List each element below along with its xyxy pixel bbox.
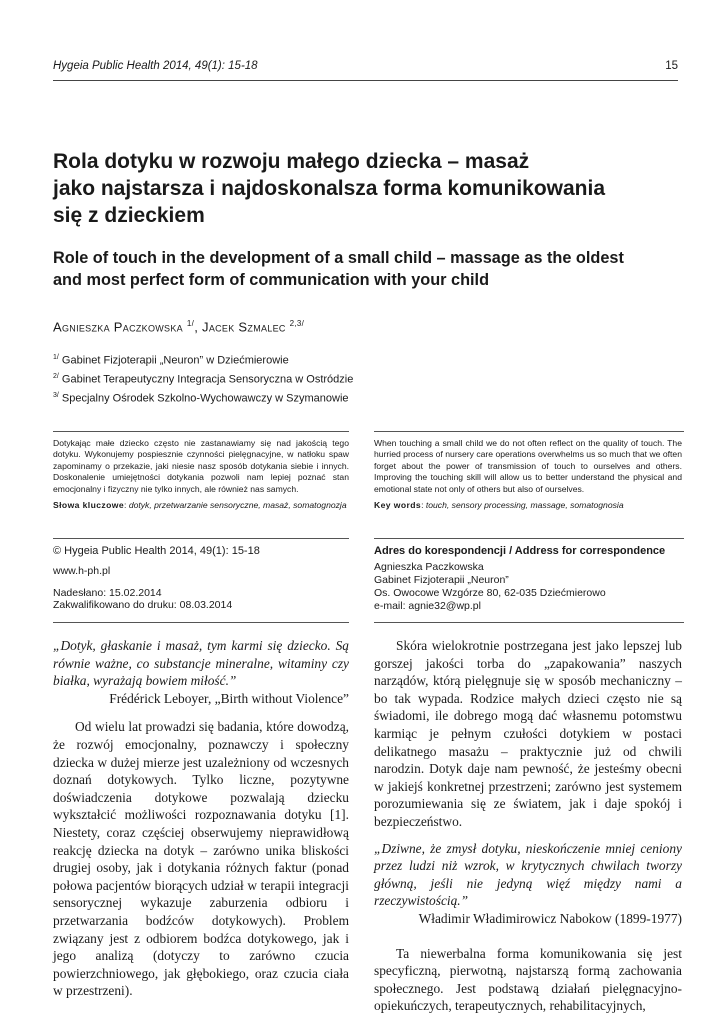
title-en-line: and most perfect form of communication with your child [53,271,490,289]
running-header-journal: Hygeia Public Health 2014, 49(1): 15-18 [53,60,258,72]
title-en-line: Role of touch in the development of a small child – massage as the oldest [53,249,624,267]
copyright-line: © Hygeia Public Health 2014, 49(1): 15-18 [53,545,260,557]
info-top-rule-right [374,538,684,539]
info-top-rule-left [53,538,349,539]
journal-website: www.h-ph.pl [53,565,111,577]
author-affil-ref: 2,3/ [289,319,305,328]
affil-ref: 2/ [53,373,59,381]
affil-ref: 3/ [53,392,59,400]
body-paragraph: Skóra wielokrotnie postrzegana jest jako lepszej lub gorszej jakości torba do „zapakowania” naszych narządów, którą pielęgnuje się w sposób mechaniczny – bo tak wypada. Rodzice małych dzieci często nie są świadomi, ile dobrego mogą dać własnemu potomstwu karmiąc je pełnym czułości dotykiem w postaci delikatnego masażu – praktycznie już od chwili narodzin. Dotyk daje nam pewność, że jesteśmy obecni w jakiejś konkretnej przestrzeni; zarówno jest systemem porozumiewania się ze światem, jak i daje spokój i bezpieczeństwo. [374,638,682,829]
keywords-pl-label: Słowa kluczowe [53,500,125,511]
epigraph-quote: „Dziwne, że zmysł dotyku, nieskończenie mniej ceniony przez ludzi niż wzrok, w krytycznych chwilach tworzy główną, jeśli nie jedyną więź między nami a rzeczywistością.” [374,840,682,909]
page-number: 15 [665,60,678,72]
author-separator: , [194,319,203,335]
correspondence-email: e-mail: agnie32@wp.pl [374,600,481,612]
abstract-en-text: When touching a small child we do not often reflect on the quality of touch. The hurried process of nursery care operations overwhelms us so much that we often forget about the power of transmission of touch to ourselves and others. Improving the touching skill will allow us to better understand the physical and emotional state not only of others but also of ourselves. [374,438,682,494]
title-pl-line: się z dzieckiem [53,204,205,227]
body-paragraph: Od wielu lat prowadzi się badania, które dowodzą, że rozwój emocjonalny, poznawczy i społeczny dziecka w dużej mierze jest uzależniony od wczesnych doznań dotykowych. Tylko liczne, pozytywne doświadczenia dotykowe pozwalają dziecku wykształcić możliwości rozpoznawania dotyku [1]. Niestety, coraz częściej obserwujemy nieprawidłową reakcję dziecka na dotyk – zarówno unika bliskości drugiej osoby, jak i dotykania różnych faktur (ponad połowa pacjentów biorących udział w terapii integracji sensorycznej wykazuje zaburzenia odbioru i przetwarzania bodźców dotykowych). Problem związany jest z odbiorem bodźca dotykowego, jak i jego analizą (dotyczy to zarówno czucia powierzchniowego, jak głębokiego, oraz czucia ciała w przestrzeni). [53,719,349,999]
author-list [53,319,304,334]
epigraph-attribution: Frédérick Leboyer, „Birth without Violence” [109,690,349,706]
correspondence-line: Agnieszka Paczkowska [374,561,484,573]
correspondence-line: Os. Owocowe Wzgórze 80, 62-035 Dziećmierowo [374,587,606,599]
submitted-date: Nadesłano: 15.02.2014 [53,587,162,599]
body-top-rule-left [53,622,349,623]
affil-ref: 1/ [53,354,59,361]
abstract-top-rule-right [374,431,684,432]
affiliation-item [53,388,353,407]
author-name: Agnieszka Paczkowska [53,319,183,335]
affiliation-item [53,369,353,388]
keywords-en-values: touch, sensory processing, massage, somatognosia [425,500,624,511]
body-top-rule-right [374,622,684,623]
header-divider [53,80,678,81]
body-column-left [53,637,349,1000]
affil-text: Gabinet Terapeutyczny Integracja Sensoryczna w Ostródzie [61,373,354,386]
title-polish [53,148,693,229]
correspondence-heading: Adres do korespondencji / Address for correspondence [374,545,666,557]
abstract-polish [53,438,349,511]
keywords-en-label: Key words [374,500,422,511]
affil-text: Gabinet Fizjoterapii „Neuron” w Dziećmierowie [61,354,289,367]
abstract-pl-text: Dotykając małe dziecko często nie zastanawiamy się nad jakością tego dotyku. Wykonujemy pospiesznie czynności pielęgnacyjne, w natłoku spaw zapominamy o przekazie, jaki niesie nasz sposób dotykania siebie i innych. Doskonalenie umiejętności dotykania pozwoli nam lepiej poznać stan emocjonalny i fizyczny nie tylko innych, ale również nas samych. [53,438,349,494]
epigraph-quote: „Dotyk, głaskanie i masaż, tym karmi się dziecko. Są równie ważne, co substancje mineralne, witaminy czy białka, wyrażają bowiem miłość.” [53,638,349,689]
accepted-date: Zakwalifikowano do druku: 08.03.2014 [53,599,233,611]
affil-text: Specjalny Ośrodek Szkolno-Wychowawczy w Szymanowie [61,392,349,405]
body-column-right [374,637,682,1015]
article-info [53,545,353,611]
affiliation-item [53,350,353,369]
body-paragraph: Ta niewerbalna forma komunikowania się jest specyficzną, pierwotną, najstarszą formą zachowania społecznego. Jest podstawą działań pielęgnacyjno-opiekuńczych, terapeutycznych, rehabilitacyjnych, [374,945,682,1014]
correspondence-line: Gabinet Fizjoterapii „Neuron” [374,574,509,586]
title-pl-line: Rola dotyku w rozwoju małego dziecka – masaż [53,150,530,173]
keywords-en: Key words: touch, sensory processing, massage, somatognosia [374,500,624,511]
keywords-pl: Słowa kluczowe: dotyk, przetwarzanie sensoryczne, masaż, somatognozja [53,500,347,511]
affiliations [53,350,353,407]
author-name: Jacek Szmalec [202,319,286,335]
correspondence-block [374,545,684,613]
title-english [53,247,693,291]
abstract-top-rule-left [53,431,349,432]
author-affil-ref: 1/ [186,319,195,328]
title-pl-line: jako najstarsza i najdoskonalsza forma komunikowania [53,177,606,200]
keywords-pl-values: dotyk, przetwarzanie sensoryczne, masaż, somatognozja [128,500,347,511]
abstract-english [374,438,682,511]
epigraph-attribution: Władimir Władimirowicz Nabokow (1899-1977) [418,910,682,926]
